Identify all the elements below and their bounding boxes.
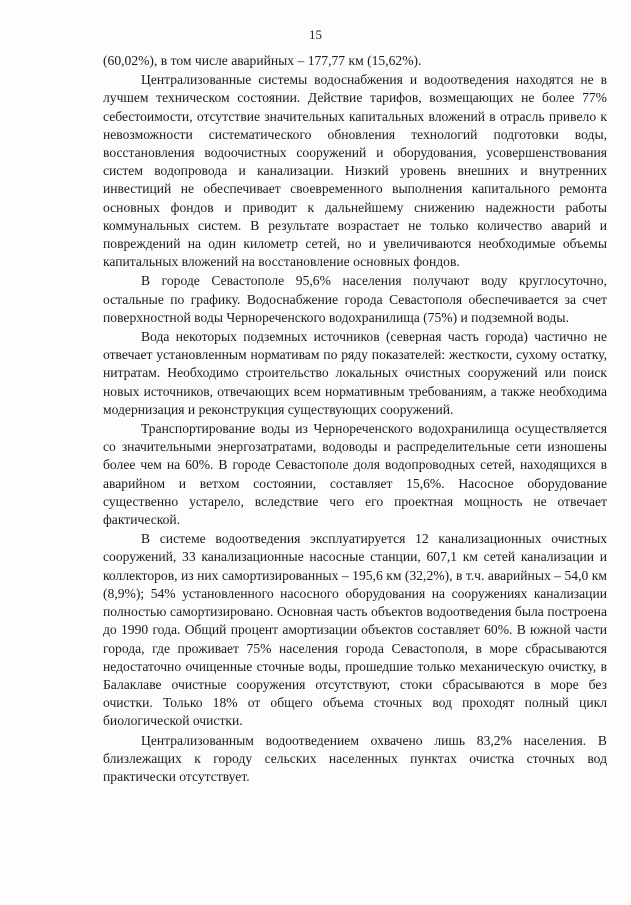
document-body xyxy=(103,52,607,786)
paragraph-groundwater-quality: Вода некоторых подземных источников (северная часть города) частично не отвечает установленным нормативам по ряду показателей: жесткости, сухому остатку, нитратам. Необходимо строительство локальных очистных сооружений или поиск новых источников, отвечающих всем нормативным требованиям, а также необходима модернизация и реконструкция существующих сооружений. xyxy=(103,329,607,417)
paragraph-continuation: (60,02%), в том числе аварийных – 177,77 км (15,62%). xyxy=(103,53,422,68)
page-number: 15 xyxy=(309,27,322,42)
paragraph-water-supply: В городе Севастополе 95,6% населения получают воду круглосуточно, остальные по графику. Водоснабжение города Севастополя обеспечивается за счет поверхностной воды Чернореченского водохранилища (75%) и подземной воды. xyxy=(103,273,607,325)
paragraph-sewer-coverage: Централизованным водоотведением охвачено лишь 83,2% населения. В близлежащих к городу сельских населенных пунктах очистка сточных вод практически отсутствует. xyxy=(103,732,607,784)
paragraph-wastewater-system: В системе водоотведения эксплуатируется 12 канализационных очистных сооружений, 33 канализационные насосные станции, 607,1 км сетей канализации и коллекторов, из них самортизированных – 195,6 км (32,2%), в т.ч. аварийных – 54,0 км (8,9%); 54% установленного насосного оборудования на сооружениях канализации полностью самортизировано. Основная часть объектов водоотведения была построена до 1990 года. Общий процент амортизации объектов составляет 60%. В южной части города, где проживает 75% населения города Севастополя, в море сбрасываются недостаточно очищенные сточные воды, прошедшие только механическую очистку, в Балаклаве очистные сооружения отсутствуют, стоки сбрасываются в море без очистки. Только 18% от общего объема сточных вод проходят полный цикл биологической очистки. xyxy=(103,531,607,729)
paragraph-water-transport: Транспортирование воды из Чернореченского водохранилища осуществляется со значительными энергозатратами, водоводы и распределительные сети изношены более чем на 60%. В городе Севастополе доля водопроводных сетей, находящихся в аварийном и ветхом состоянии, составляет 15,6%. Насосное оборудование существенно устарело, вследствие чего его проектная мощность не отвечает фактической. xyxy=(103,421,607,528)
paragraph-infrastructure-condition: Централизованные системы водоснабжения и водоотведения находятся не в лучшем техническом состоянии. Действие тарифов, возмещающих не более 77% себестоимости, отсутствие значительных капитальных вложений в отрасль привело к невозможности систематического обновления технологий подготовки воды, восстановления водоочистных сооружений и оборудования, усовершенствования систем водопровода и канализации. Низкий уровень внешних и внутренних инвестиций не обеспечивает своевременного выполнения капитального ремонта основных фондов и приводит к дальнейшему снижению надежности работы коммунальных систем. В результате возрастает не только количество аварий и повреждений на один километр сетей, но и увеличиваются необходимые объемы капитальных вложений на восстановление основных фондов. xyxy=(103,72,607,270)
